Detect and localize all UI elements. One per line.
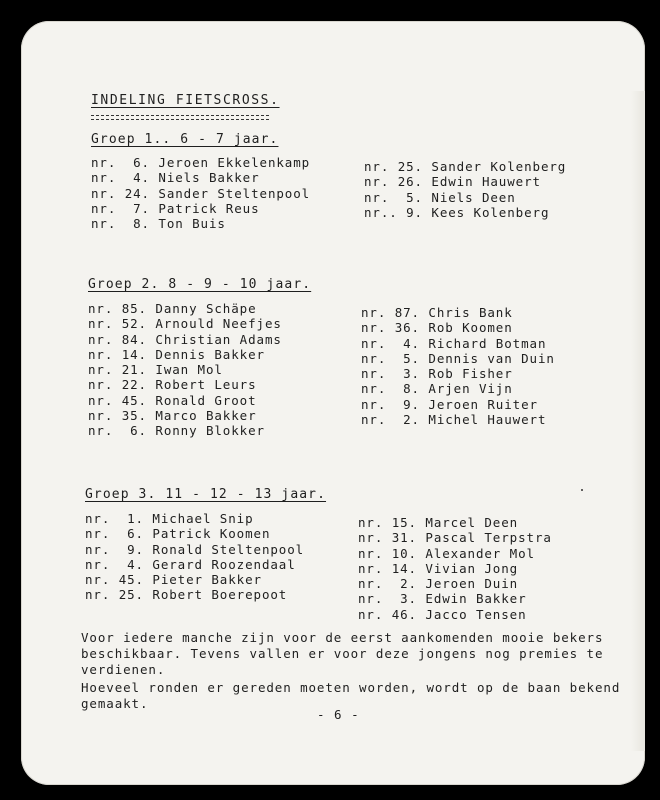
list-item: nr. 26. Edwin Hauwert [364, 174, 541, 190]
list-item: nr. 52. Arnould Neefjes [88, 316, 282, 332]
list-item: nr. 36. Rob Koomen [361, 320, 513, 336]
page-title: INDELING FIETSCROSS. [91, 93, 280, 108]
page-number: - 6 - [317, 707, 360, 722]
list-item: nr. 4. Gerard Roozendaal [85, 556, 296, 572]
list-item: nr. 87. Chris Bank [361, 305, 513, 320]
document-page [21, 21, 645, 785]
group-2-left-list [88, 301, 282, 439]
list-item: nr. 46. Jacco Tensen [358, 606, 527, 622]
list-item: nr. 3. Edwin Bakker [358, 591, 527, 607]
list-item: nr. 35. Marco Bakker [88, 408, 257, 424]
page-edge-shadow [631, 91, 645, 751]
group-3-heading: Groep 3. 11 - 12 - 13 jaar. [85, 487, 327, 502]
list-item: nr. 5. Dennis van Duin [361, 350, 555, 366]
list-item: nr. 15. Marcel Deen [358, 515, 519, 530]
list-item: nr. 24. Sander Steltenpool [91, 185, 311, 201]
list-item: nr. 84. Christian Adams [88, 331, 282, 347]
list-item: nr. 8. Ton Buis [91, 216, 226, 232]
list-item: nr. 14. Dennis Bakker [88, 346, 265, 362]
list-item: nr. 9. Ronald Steltenpool [85, 541, 305, 557]
scan-frame [4, 4, 656, 796]
list-item: nr. 6. Jeroen Ekkelenkamp [91, 155, 311, 170]
list-item: nr. 2. Michel Hauwert [361, 412, 547, 428]
group-2-heading: Groep 2. 8 - 9 - 10 jaar. [88, 277, 312, 292]
list-item: nr. 25. Robert Boerepoot [85, 587, 288, 603]
list-item: nr. 14. Vivian Jong [358, 560, 519, 576]
list-item: nr. 6. Ronny Blokker [88, 423, 265, 439]
list-item: nr. 25. Sander Kolenberg [364, 159, 567, 174]
list-item: nr. 45. Pieter Bakker [85, 572, 262, 588]
list-item: nr. 10. Alexander Mol [358, 545, 535, 561]
list-item: nr. 4. Richard Botman [361, 335, 547, 351]
list-item: nr. 7. Patrick Reus [91, 200, 260, 216]
group-1-right-list [364, 159, 566, 220]
group-3-left-list [85, 511, 304, 603]
group-1-left-list [91, 155, 310, 231]
list-item: nr. 31. Pascal Terpstra [358, 530, 552, 546]
list-item: nr. 9. Jeroen Ruiter [361, 396, 538, 412]
list-item: nr.. 9. Kees Kolenberg [364, 204, 550, 220]
list-item: nr. 1. Michael Snip [85, 511, 254, 526]
list-item: nr. 3. Rob Fisher [361, 366, 513, 382]
list-item: nr. 2. Jeroen Duin [358, 576, 519, 592]
ink-speck [581, 489, 583, 491]
prizes-paragraph: Voor iedere manche zijn voor de eerst aankomenden mooie bekers beschikbaar. Tevens vallen er voor deze jongens nog premies te verdienen. [81, 630, 604, 677]
group-3-right-list [358, 515, 552, 622]
list-item: nr. 6. Patrick Koomen [85, 526, 271, 542]
list-item: nr. 4. Niels Bakker [91, 170, 260, 186]
list-item: nr. 85. Danny Schäpe [88, 301, 257, 316]
group-2-right-list [361, 305, 555, 427]
group-1-heading: Groep 1.. 6 - 7 jaar. [91, 132, 279, 147]
list-item: nr. 22. Robert Leurs [88, 377, 257, 393]
list-item: nr. 21. Iwan Mol [88, 362, 223, 378]
title-double-underline [91, 115, 269, 120]
laps-paragraph: Hoeveel ronden er gereden moeten worden, wordt op de baan bekend gemaakt. [81, 680, 621, 711]
list-item: nr. 5. Niels Deen [364, 189, 516, 205]
list-item: nr. 45. Ronald Groot [88, 392, 257, 408]
list-item: nr. 8. Arjen Vijn [361, 381, 513, 397]
